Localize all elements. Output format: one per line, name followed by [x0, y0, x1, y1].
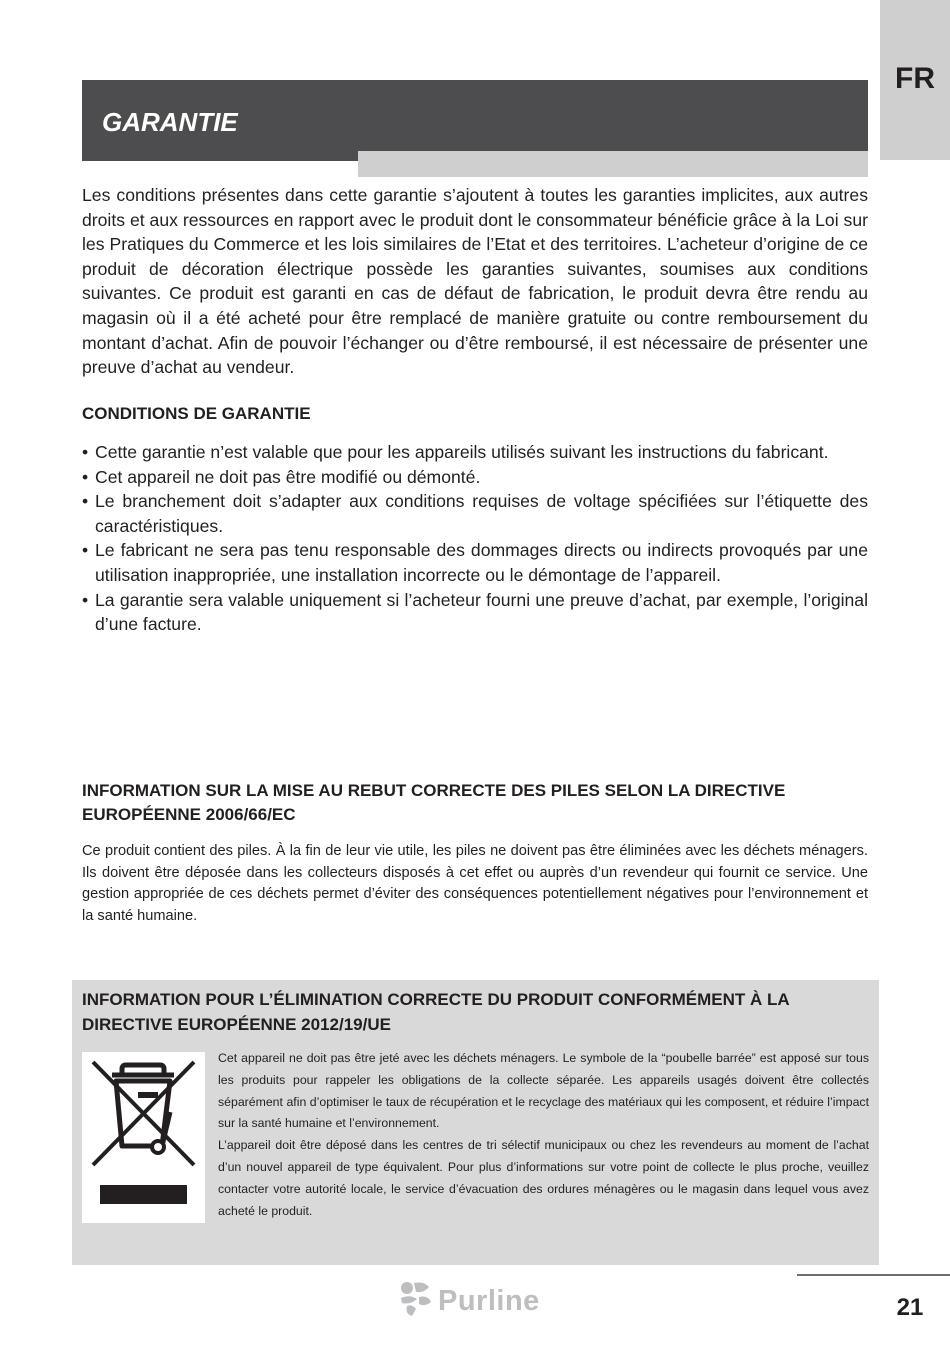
weee-heading: INFORMATION POUR L’ÉLIMINATION CORRECTE DU PRODUIT CONFORMÉMENT À LA DIRECTIVE EUROPÉENNE 2012/19/UE	[82, 990, 790, 1034]
list-item-text: Le branchement doit s’adapter aux conditions requises de voltage spécifiées sur l’étiquette des caractéristiques.	[95, 491, 868, 536]
page-title: GARANTIE	[102, 107, 238, 137]
brand-logo	[398, 1281, 540, 1321]
bullet-icon: •	[82, 466, 89, 487]
conditions-heading: CONDITIONS DE GARANTIE	[82, 404, 311, 423]
language-tab	[880, 0, 950, 160]
bullet-icon: •	[82, 491, 89, 512]
list-item	[82, 538, 868, 587]
brand-name: Purline	[438, 1284, 540, 1317]
list-item-text: Cette garantie n’est valable que pour les appareils utilisés suivant les instructions du fabricant.	[95, 442, 829, 462]
crossed-out-wheelie-bin-icon	[82, 1052, 205, 1223]
intro-paragraph: Les conditions présentes dans cette garantie s’ajoutent à toutes les garanties implicites, aux autres droits et aux ressources en rapport avec le produit dont le consommateur bénéficie grâce à la Loi sur les Pratiques du Commerce et les lois similaires de l’Etat et des territoires. L’acheteur d’origine de ce produit de décoration électrique possède les garanties suivantes, soumises aux conditions suivantes. Ce produit est garanti en cas de défaut de fabrication, le produit devra être rendu au magasin où il a été acheté pour être remplacé de manière gratuite ou contre remboursement du montant d’achat. Afin de pouvoir l’échanger ou d’être remboursé, il est nécessaire de présenter une preuve d’achat au vendeur.	[82, 185, 868, 378]
battery-heading: INFORMATION SUR LA MISE AU REBUT CORRECTE DES PILES SELON LA DIRECTIVE EUROPÉENNE 2006/66/EC	[82, 781, 786, 824]
weee-paragraph-1: Cet appareil ne doit pas être jeté avec les déchets ménagers. Le symbole de la “poubelle barrée” est apposé sur tous les produits pour rappeler les obligations de la collecte séparée. Les appareils usagés doivent être collectés séparément afin d’optimiser le taux de récupération et le recyclage des matériaux qui les composent, et réduire l’impact sur la santé humaine et l’environnement.	[218, 1051, 869, 1131]
battery-paragraph: Ce produit contient des piles. À la fin de leur vie utile, les piles ne doivent pas être éliminées avec les déchets ménagers. Ils doivent être déposée dans les collecteurs disposés à cet effet ou auprès d’un revendeur qui fournit ce service. Une gestion appropriée de ces déchets permet d’éviter des conséquences potentiellement négatives pour l’environnement et la santé humaine.	[82, 843, 868, 924]
bullet-icon: •	[82, 589, 89, 610]
list-item	[82, 440, 868, 465]
list-item	[82, 489, 868, 538]
purline-logo-icon	[398, 1281, 432, 1322]
list-item-text: Le fabricant ne sera pas tenu responsable des dommages directs ou indirects provoqués par une utilisation inappropriée, une installation incorrecte ou le démontage de l’appareil.	[95, 540, 868, 585]
weee-paragraph-2: L’appareil doit être déposé dans les centres de tri sélectif municipaux ou chez les revendeurs au moment de l’achat d’un nouvel appareil de type équivalent. Pour plus d’informations sur votre point de collecte le plus proche, veuillez contacter votre autorité locale, le service d’évacuation des ordures ménagères ou le magasin dans lequel vous avez acheté le produit.	[218, 1138, 869, 1218]
weee-section	[72, 980, 879, 1265]
page-number: 21	[896, 1294, 924, 1321]
list-item	[82, 465, 868, 490]
list-item	[82, 588, 868, 637]
conditions-list	[82, 440, 868, 637]
language-tab-label: FR	[895, 62, 935, 95]
bullet-icon: •	[82, 540, 89, 561]
footer-divider	[797, 1274, 950, 1276]
list-item-text: La garantie sera valable uniquement si l’acheteur fourni une preuve d’achat, par exemple, l’original d’une facture.	[95, 589, 868, 635]
weee-paragraphs	[218, 1048, 869, 1222]
list-item-text: Cet appareil ne doit pas être modifié ou démonté.	[95, 466, 481, 487]
title-accent-bar	[358, 151, 868, 177]
bullet-icon: •	[82, 442, 89, 462]
title-bar	[82, 80, 868, 161]
